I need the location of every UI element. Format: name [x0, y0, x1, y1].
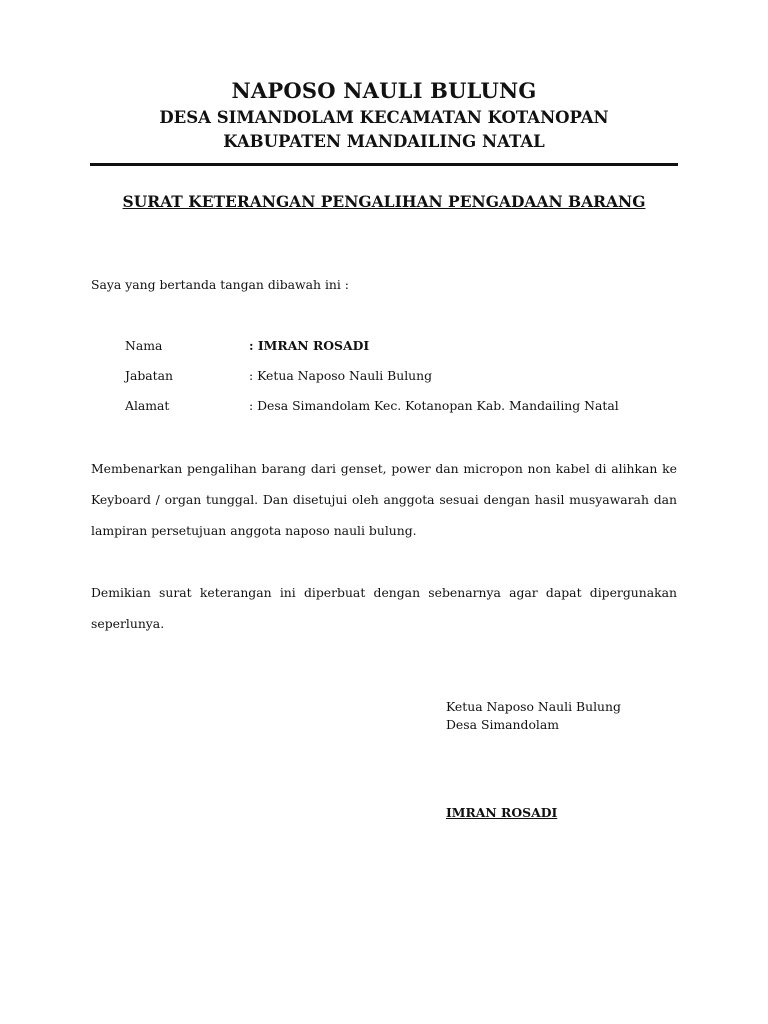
body-paragraph-2: [91, 577, 677, 639]
field-value-name: : IMRAN ROSADI: [249, 338, 370, 353]
paragraph-1-line-3: lampiran persetujuan anggota naposo nauli bulung.: [91, 523, 417, 538]
intro-text: Saya yang bertanda tangan dibawah ini :: [91, 277, 349, 292]
village-line: DESA SIMANDOLAM KECAMATAN KOTANOPAN: [159, 108, 609, 127]
signature-position-line-1: Ketua Naposo Nauli Bulung: [446, 699, 621, 714]
paragraph-1-line-1: Membenarkan pengalihan barang dari genset, power dan micropon non kabel di alihkan ke: [91, 461, 677, 476]
field-label-position: Jabatan: [125, 368, 174, 383]
organization-name: NAPOSO NAULI BULUNG: [231, 78, 537, 103]
field-label-address: Alamat: [125, 398, 170, 413]
signature-position-line-2: Desa Simandolam: [446, 716, 560, 732]
field-label-name: Nama: [125, 338, 163, 353]
paragraph-1-line-2: Keyboard / organ tunggal. Dan disetujui oleh anggota sesuai dengan hasil musyawarah dan: [91, 492, 677, 507]
field-value-address: : Desa Simandolam Kec. Kotanopan Kab. Mandailing Natal: [249, 398, 619, 413]
document-title: SURAT KETERANGAN PENGALIHAN PENGADAAN BARANG: [122, 192, 646, 211]
signature-title: [446, 698, 621, 733]
paragraph-2-line-2: seperlunya.: [91, 616, 165, 631]
letterhead-divider: [90, 163, 678, 166]
signatory-name: IMRAN ROSADI: [446, 805, 558, 820]
paragraph-2-line-1: Demikian surat keterangan ini diperbuat dengan sebenarnya agar dapat dipergunakan: [91, 585, 677, 600]
district-line: KABUPATEN MANDAILING NATAL: [223, 132, 545, 151]
body-paragraph-1: [91, 453, 677, 546]
field-value-position: : Ketua Naposo Nauli Bulung: [249, 368, 433, 383]
